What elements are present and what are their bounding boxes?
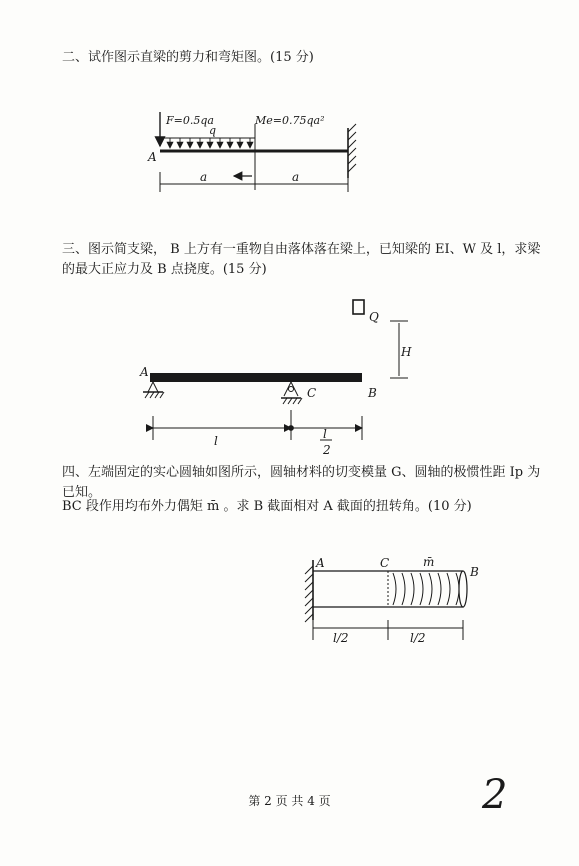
page-footer: 第 2 页 共 4 页 (248, 794, 331, 808)
torsion-shaft-diagram (305, 560, 467, 640)
q4-dim2: l/2 (410, 631, 426, 645)
question-4-text-line2: BC 段作用均布外力偶矩 m̄ 。求 B 截面相对 A 截面的扭转角。(10 分) (62, 499, 472, 514)
q3-height-label: H (401, 345, 412, 359)
q4-point-a: A (316, 556, 325, 570)
q3-point-c: C (307, 386, 317, 400)
q3-dim2-den: 2 (323, 443, 331, 457)
q3-beam (150, 373, 362, 382)
q4-distributed-moment (393, 573, 459, 605)
q2-point-a: A (148, 150, 157, 164)
q3-weight (353, 300, 364, 314)
q4-point-b: B (470, 565, 479, 579)
q4-moment-label: m̄ (423, 555, 435, 569)
q4-dim1: l/2 (333, 631, 349, 645)
q2-dist-label: q (209, 124, 217, 137)
q2-force-label: F=0.5qa (166, 114, 214, 127)
q3-dim2-num: l (323, 427, 327, 441)
q2-wall-hatch (348, 124, 356, 172)
q4-point-c: C (380, 556, 390, 570)
q3-dim1: l (214, 434, 218, 448)
q2-load-arrows (170, 138, 250, 148)
q3-support-c (281, 382, 302, 404)
question-2-text: 二、试作图示直梁的剪力和弯矩图。(15 分) (62, 50, 314, 65)
q3-weight-label: Q (369, 310, 379, 324)
question-3-text: 三、图示简支梁， B 上方有一重物自由落体落在梁上，已知梁的 EI、W 及 l，求梁的最大正应力及 B 点挠度。(15 分) (62, 242, 541, 277)
q3-point-b: B (368, 386, 377, 400)
handwritten-page-number: 2 (482, 772, 508, 818)
q3-support-a (143, 382, 164, 398)
q4-shaft-end (459, 571, 467, 607)
q2-dim1: a (200, 170, 208, 184)
question-4-text-line1: 四、左端固定的实心圆轴如图所示，圆轴材料的切变模量 G、圆轴的极惯性距 Ip 为已知。 (62, 465, 541, 500)
q3-point-a: A (140, 365, 149, 379)
q4-wall-hatch (305, 566, 313, 622)
q2-dim2: a (292, 170, 300, 184)
q2-moment-label: Me=0.75qa² (255, 114, 325, 127)
